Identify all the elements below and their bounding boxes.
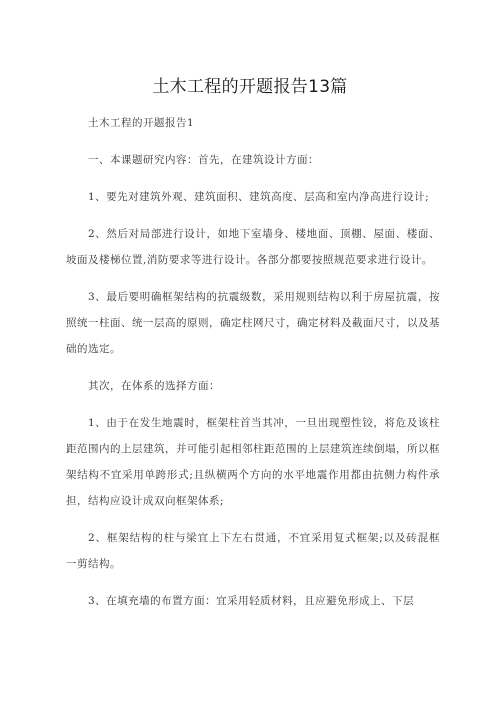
paragraph: 3、最后要明确框架结构的抗震级数，采用规则结构以利于房屋抗震，按照统一柱面、统一层高的原则，确定柱网尺寸，确定材料及截面尺寸，以及基础的选定。 — [66, 291, 440, 355]
paragraph: 一、本课题研究内容：首先，在建筑设计方面： — [88, 154, 319, 166]
document-body — [66, 110, 440, 614]
report-subtitle: 土木工程的开题报告1 — [88, 117, 195, 129]
paragraph: 3、在填充墙的布置方面：宜采用轻质材料，且应避免形成上、下层 — [88, 595, 415, 607]
paragraph: 其次，在体系的选择方面： — [88, 380, 220, 392]
paragraph: 1、要先对建筑外观、建筑面积、建筑高度、层高和室内净高进行设计; — [88, 191, 430, 203]
paragraph: 2、然后对局部进行设计，如地下室墙身、楼地面、顶棚、屋面、楼面、坡面及楼梯位置,消防要求等进行设计。各部分都要按照规范要求进行设计。 — [66, 228, 440, 266]
paragraph: 1、由于在发生地震时，框架柱首当其冲，一旦出现塑性铰，将危及该柱距范围内的上层建筑，并可能引起相邻柱距范围的上层建筑连续倒塌，所以框架结构不宜采用单跨形式;且纵横两个方向的水平地震作用都由抗侧力构件承担，结构应设计成双向框架体系; — [66, 417, 440, 507]
document-title: 土木工程的开题报告13篇 — [152, 77, 348, 97]
paragraph: 2、框架结构的柱与梁宜上下左右贯通，不宜采用复式框架;以及砖混框一剪结构。 — [66, 532, 440, 570]
